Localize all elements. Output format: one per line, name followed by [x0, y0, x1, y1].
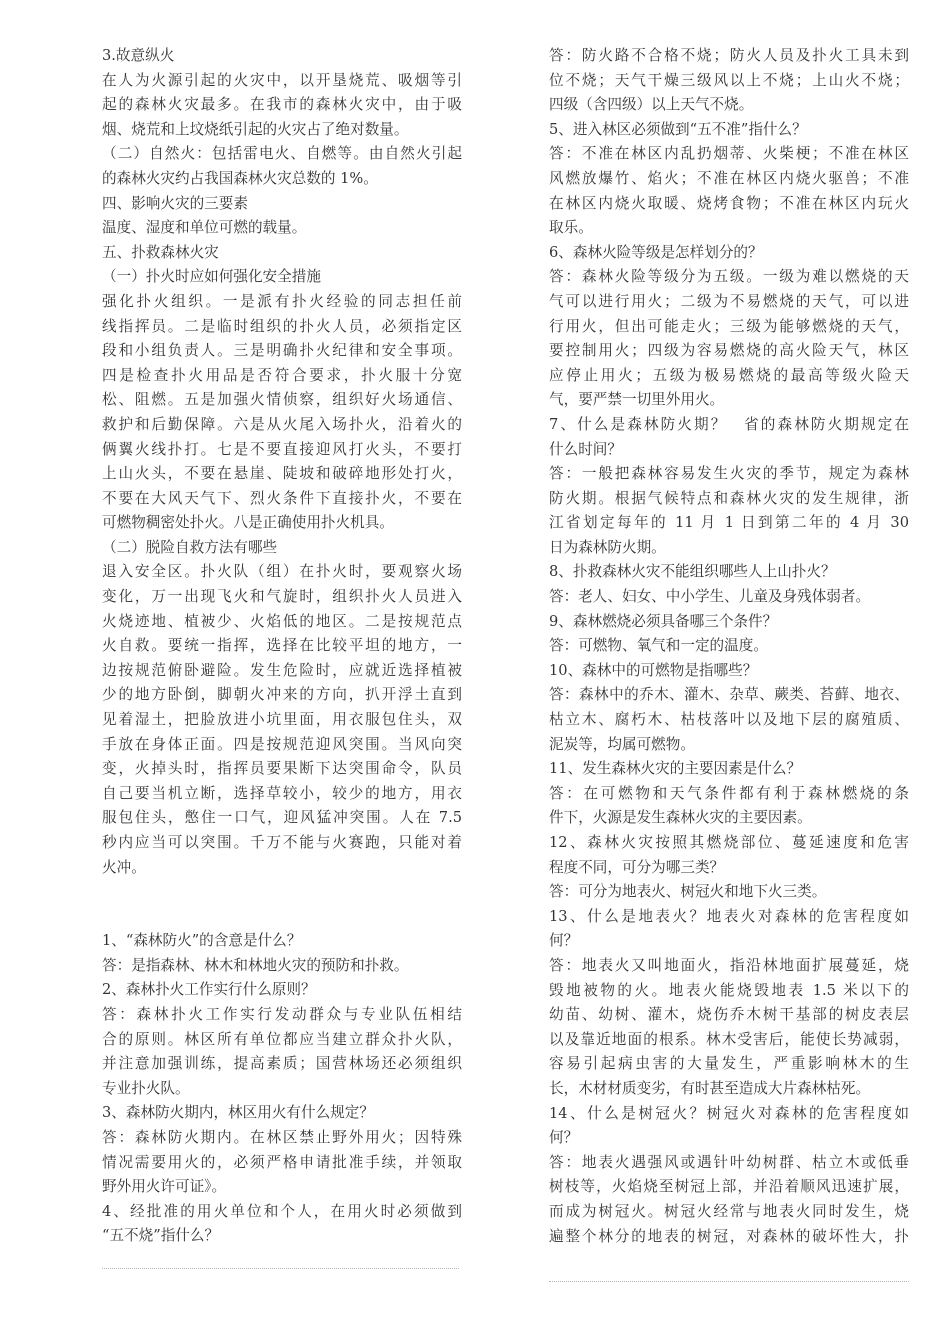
body-text-line: 线指挥员。二是临时组织的扑火人员，必须指定区	[102, 317, 462, 335]
body-text-line: 段和小组负责人。三是明确扑火纪律和安全事项。	[102, 342, 462, 360]
left-footer-divider	[102, 1268, 459, 1269]
body-text-line: 少的地方卧倒，脚朝火冲来的方向，扒开浮土直到	[102, 686, 462, 704]
qa-text-line: 专业扑火队。	[102, 1079, 190, 1097]
body-text-line: 上山火头，不要在悬崖、陡坡和破碎地形处打火，	[102, 465, 462, 483]
body-text-line: （二）自然火：包括雷电火、自燃等。由自然火引起	[102, 145, 462, 163]
qa-text-line: 答：森林扑火工作实行发动群众与专业队伍相结	[102, 1005, 462, 1023]
body-text-line: 在人为火源引起的火灾中，以开垦烧荒、吸烟等引	[102, 71, 462, 89]
qa-text-line: 长，木材材质变劣，有时甚至造成大片森林枯死。	[549, 1079, 871, 1097]
qa-text-line: 3、森林防火期内，林区用火有什么规定？	[102, 1104, 374, 1122]
qa-text-line: 树枝等，火焰烧至树冠上部，并沿着顺风迅速扩展，	[549, 1178, 909, 1196]
body-text-line: 强化扑火组织。一是派有扑火经验的同志担任前	[102, 292, 462, 310]
qa-text-line: 答：老人、妇女、中小学生、儿童及身残体弱者。	[549, 588, 871, 606]
qa-text-line: 日为森林防火期。	[549, 538, 666, 556]
qa-text-line: 容易引起病虫害的大量发生，严重影响林木的生	[549, 1055, 909, 1073]
body-text-line: 救护和后勤保障。六是从火尾入场扑火，沿着火的	[102, 415, 462, 433]
qa-text-line: 答：可燃物、氧气和一定的温度。	[549, 637, 768, 655]
qa-text-line: 7、什么是森林防火期？ 省的森林防火期规定在	[549, 415, 909, 433]
qa-text-line: 何？	[549, 1129, 579, 1147]
qa-text-line: 位不烧；天气干燥三级风以上不烧；上山火不烧；	[549, 71, 909, 89]
body-text-line: 可燃物稠密处扑火。八是正确使用扑火机具。	[102, 514, 394, 532]
qa-text-line: 情况需要用火的，必须严格申请批准手续，并领取	[102, 1153, 462, 1171]
body-text-line: 不要在大风天气下、烈火条件下直接扑火，不要在	[102, 489, 462, 507]
qa-text-line: 合的原则。林区所有单位都应当建立群众扑火队，	[102, 1030, 462, 1048]
qa-text-line: 幼苗、幼树、灌木，烧伤乔木树干基部的树皮表层	[549, 1006, 909, 1024]
qa-text-line: 以及靠近地面的根系。林木受害后，能使长势减弱，	[549, 1030, 909, 1048]
qa-text-line: 1、“森林防火”的含意是什么？	[102, 932, 302, 950]
body-text-line: 3.故意纵火	[102, 47, 175, 64]
qa-text-line: 4、经批准的用火单位和个人，在用火时必须做到	[102, 1202, 462, 1220]
body-text-line: 四、影响火灾的三要素	[102, 194, 248, 212]
right-column	[549, 44, 909, 1249]
qa-text-line: 野外用火许可证》。	[102, 1178, 227, 1196]
body-text-line: 火烧迹地、植被少、火焰低的地区。二是按规范点	[102, 612, 462, 630]
qa-text-line: 毁地被物的火。地表火能烧毁地表 1.5 米以下的	[549, 981, 909, 999]
qa-text-line: 应停止用火；五级为极易燃烧的最高等级火险天	[549, 366, 909, 384]
body-text-line: 自己要当机立断，选择草较小，较少的地方，用衣	[102, 784, 462, 802]
body-text-line: 五、扑救森林火灾	[102, 243, 219, 261]
qa-text-line: 并注意加强训练，提高素质；国营林场还必须组织	[102, 1055, 462, 1073]
qa-text-line: 程度不同，可分为哪三类？	[549, 858, 725, 876]
qa-text-line: 答：是指森林、林木和林地火灾的预防和扑救。	[102, 956, 409, 974]
qa-text-line: 6、森林火险等级是怎样划分的？	[549, 243, 763, 261]
body-text-line: （一）扑火时应如何强化安全措施	[102, 268, 321, 286]
qa-text-line: 什么时间？	[549, 440, 622, 458]
qa-text-line: 12、森林火灾按照其燃烧部位、蔓延速度和危害	[549, 834, 909, 851]
qa-text-line: 答：不准在林区内乱扔烟蒂、火柴梗；不准在林区	[549, 145, 909, 163]
body-text-line: 的森林火灾约占我国森林火灾总数的 1%。	[102, 169, 378, 187]
qa-text-line: 14、什么是树冠火？树冠火对森林的危害程度如	[549, 1104, 909, 1122]
body-text-line: 服包住头，憋住一口气，迎风猛冲突围。人在 7.5	[102, 809, 462, 827]
qa-text-line: 何？	[549, 932, 579, 950]
qa-text-line: 在林区内烧火取暖、烧烤食物；不准在林区内玩火	[549, 194, 909, 212]
left-column	[102, 44, 462, 1249]
qa-text-line: 答：在可燃物和天气条件都有利于森林燃烧的条	[549, 784, 909, 802]
qa-text-line: 四级（含四级）以上天气不烧。	[549, 96, 754, 114]
qa-text-line: 行用火，但出可能走火；三级为能够燃烧的天气，	[549, 317, 909, 335]
body-text-line: 四是检查扑火用品是否符合要求，扑火服十分宽	[102, 366, 462, 384]
qa-text-line: 5、进入林区必须做到“五不准”指什么？	[549, 120, 807, 138]
qa-text-line: 答：森林中的乔木、灌木、杂草、蕨类、苔藓、地衣、	[549, 686, 909, 704]
body-text-line: 退入安全区。扑火队（组）在扑火时，要观察火场	[102, 563, 462, 581]
qa-text-line: 枯立木、腐朽木、枯枝落叶以及地下层的腐殖质、	[549, 711, 909, 729]
right-footer-divider	[549, 1281, 909, 1282]
qa-text-line: 气可以进行用火；二级为不易燃烧的天气，可以进	[549, 292, 909, 310]
qa-text-line: 8、扑救森林火灾不能组织哪些人上山扑火？	[549, 563, 836, 581]
qa-text-line: 答：防火路不合格不烧；防火人员及扑火工具未到	[549, 47, 909, 64]
qa-text-line: 答：地表火又叫地面火，指沿林地面扩展蔓延，烧	[549, 956, 909, 974]
qa-text-line: 答：森林防火期内。在林区禁止野外用火；因特殊	[102, 1128, 462, 1146]
qa-text-line: 遍整个林分的地表的树冠，对森林的破坏性大，扑	[549, 1227, 909, 1245]
qa-text-line: “五不烧”指什么？	[102, 1227, 220, 1245]
qa-text-line: 取乐。	[549, 219, 593, 237]
qa-text-line: 答：地表火遇强风或遇针叶幼树群、枯立木或低垂	[549, 1153, 909, 1171]
qa-text-line: 风燃放爆竹、焰火；不准在林区内烧火驱兽；不准	[549, 169, 909, 187]
body-text-line: 起的森林火灾最多。在我市的森林火灾中，由于吸	[102, 96, 462, 114]
qa-text-line: 而成为树冠火。树冠火经常与地表火同时发生，烧	[549, 1202, 909, 1220]
body-text-line: 俩翼火线扑打。七是不要直接迎风打火头，不要打	[102, 440, 462, 458]
body-text-line: 秒内应当可以突围。千万不能与火赛跑，只能对着	[102, 834, 462, 851]
qa-text-line: 要控制用火；四级为容易燃烧的高火险天气，林区	[549, 342, 909, 360]
body-text-line: 手放在身体正面。四是按规范迎风突围。当风向突	[102, 735, 462, 753]
body-text-line: 松、阻燃。五是加强火情侦察，组织好火场通信、	[102, 391, 462, 409]
body-text-line: 变化，万一出现飞火和气旋时，组织扑火人员进入	[102, 588, 462, 606]
qa-text-line: 答：一般把森林容易发生火灾的季节，规定为森林	[549, 465, 909, 483]
body-text-line: 温度、湿度和单位可燃的载量。	[102, 219, 307, 237]
body-text-line: （二）脱险自救方法有哪些	[102, 538, 278, 556]
body-text-line: 火自救。要统一指挥，选择在比较平坦的地方，一	[102, 637, 462, 655]
qa-text-line: 气，要严禁一切里外用火。	[549, 391, 725, 409]
body-text-line: 变，火掉头时，指挥员要果断下达突围命令，队员	[102, 760, 462, 778]
body-text-line: 见着湿土，把脸放进小坑里面，用衣服包住头，双	[102, 711, 462, 729]
qa-text-line: 江省划定每年的 11 月 1 日到第二年的 4 月 30	[549, 514, 909, 532]
qa-text-line: 防火期。根据气候特点和森林火灾的发生规律，浙	[549, 489, 909, 507]
section-spacer	[102, 880, 462, 929]
qa-text-line: 答：森林火险等级分为五级。一级为难以燃烧的天	[549, 268, 909, 286]
qa-text-line: 10、森林中的可燃物是指哪些？	[549, 661, 758, 679]
qa-text-line: 件下，火源是发生森林火灾的主要因素。	[549, 809, 812, 827]
qa-text-line: 泥炭等，均属可燃物。	[549, 735, 695, 753]
qa-text-line: 13、什么是地表火？地表火对森林的危害程度如	[549, 907, 909, 925]
body-text-line: 火冲。	[102, 858, 146, 876]
body-text-line: 烟、烧荒和上坟烧纸引起的火灾占了绝对数量。	[102, 120, 409, 138]
body-text-line: 边按规范俯卧避险。发生危险时，应就近选择植被	[102, 661, 462, 679]
qa-text-line: 答：可分为地表火、树冠火和地下火三类。	[549, 883, 827, 901]
qa-text-line: 11、发生森林火灾的主要因素是什么？	[549, 760, 802, 778]
qa-text-line: 2、森林扑火工作实行什么原则？	[102, 981, 316, 999]
qa-text-line: 9、森林燃烧必须具备哪三个条件？	[549, 612, 778, 630]
